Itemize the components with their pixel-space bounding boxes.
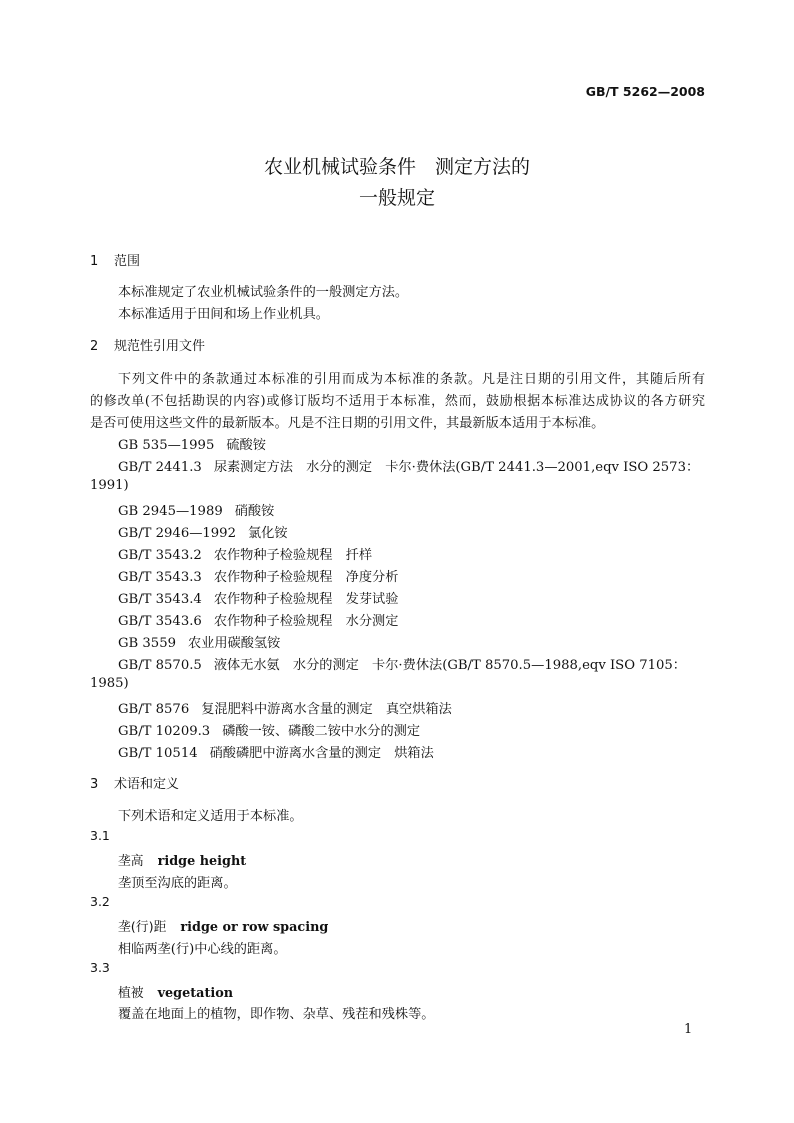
section-2-intro-line-3: 是否可使用这些文件的最新版本。凡是不注日期的引用文件，其最新版本适用于本标准。: [90, 416, 605, 431]
section-1-title: 范围: [114, 254, 141, 269]
term-en: ridge or row spacing: [180, 920, 329, 935]
reference-code: GB/T 3543.4: [118, 592, 202, 607]
reference-code: GB/T 3543.3: [118, 570, 202, 585]
reference-title: 硝酸磷肥中游离水含量的测定 烘箱法: [209, 746, 434, 761]
reference-code: GB 2945—1989: [118, 504, 223, 519]
term-3-2: [118, 916, 328, 935]
section-2-intro-line-1-text: 下列文件中的条款通过本标准的引用而成为本标准的条款。凡是注日期的引用文件，其随后所有: [118, 372, 705, 387]
section-1-paragraph-2: 本标准适用于田间和场上作业机具。: [118, 307, 329, 322]
reference-gb535: [118, 434, 266, 453]
reference-gbt2946: [118, 522, 288, 541]
term-3-2-definition: 相临两垄(行)中心线的距离。: [118, 942, 287, 957]
reference-title: 硫酸铵: [226, 438, 266, 453]
term-3-1-definition: 垄顶至沟底的距离。: [118, 876, 237, 891]
standard-number: GB/T 5262—2008: [585, 84, 705, 99]
section-3-intro: 下列术语和定义适用于本标准。: [118, 809, 303, 824]
reference-gbt10209-3: [118, 720, 420, 739]
reference-gbt3543-2: [118, 544, 372, 563]
section-2-intro-line-1: [118, 368, 705, 387]
reference-title: 农作物种子检验规程 水分测定: [213, 614, 399, 629]
reference-gbt2441-3: [118, 456, 699, 475]
reference-title: 农作物种子检验规程 扦样: [213, 548, 373, 563]
reference-title: 尿素测定方法 水分的测定 卡尔·费休法(GB/T 2441.3—2001,eqv ISO 2573：: [213, 460, 700, 475]
section-1-number: 1: [90, 254, 99, 269]
reference-code: GB/T 3543.6: [118, 614, 202, 629]
reference-code: GB 3559: [118, 636, 176, 651]
reference-code: GB/T 8576: [118, 702, 190, 717]
section-1-paragraph-1: 本标准规定了农业机械试验条件的一般测定方法。: [118, 285, 409, 300]
reference-code: GB/T 2946—1992: [118, 526, 236, 541]
reference-title: 农作物种子检验规程 发芽试验: [213, 592, 399, 607]
section-2-intro-line-2: [90, 390, 705, 409]
term-3-3-definition: 覆盖在地面上的植物，即作物、杂草、残茬和残株等。: [118, 1007, 435, 1022]
reference-gbt10514: [118, 742, 434, 761]
section-3-number: 3: [90, 777, 99, 792]
reference-gbt8576: [118, 698, 452, 717]
clause-3-3-number: 3.3: [90, 960, 110, 975]
reference-code: GB 535—1995: [118, 438, 215, 453]
reference-gbt3543-3: [118, 566, 398, 585]
section-1-heading: [90, 250, 140, 269]
term-zh: 垄(行)距: [118, 920, 167, 935]
document-title-line-1: 农业机械试验条件 测定方法的: [263, 156, 530, 178]
reference-gbt3543-6: [118, 610, 398, 629]
term-3-1: [118, 850, 246, 869]
section-3-title: 术语和定义: [114, 777, 180, 792]
reference-code: GB/T 2441.3: [118, 460, 202, 475]
reference-title: 氯化铵: [247, 526, 288, 541]
reference-title: 液体无水氨 水分的测定 卡尔·费休法(GB/T 8570.5—1988,eqv ISO 7105：: [213, 658, 686, 673]
section-2-heading: [90, 335, 205, 354]
reference-gbt3543-4: [118, 588, 398, 607]
term-zh: 垄高: [118, 854, 144, 869]
section-3-heading: [90, 773, 179, 792]
term-zh: 植被: [118, 986, 144, 1001]
reference-title: 农业用碳酸氢铵: [187, 636, 281, 651]
term-en: ridge height: [157, 854, 247, 869]
reference-title: 磷酸一铵、磷酸二铵中水分的测定: [222, 724, 421, 739]
page-number: 1: [684, 1022, 693, 1037]
reference-title: 农作物种子检验规程 净度分析: [213, 570, 399, 585]
reference-title: 复混肥料中游离水含量的测定 真空烘箱法: [201, 702, 452, 717]
section-2-number: 2: [90, 339, 99, 354]
reference-gbt2441-3-continuation: 1991): [90, 478, 129, 493]
reference-gbt8570-5: [118, 654, 686, 673]
section-2-title: 规范性引用文件: [114, 339, 206, 354]
reference-code: GB/T 10514: [118, 746, 198, 761]
reference-code: GB/T 3543.2: [118, 548, 202, 563]
reference-gbt8570-5-continuation: 1985): [90, 676, 129, 691]
clause-3-2-number: 3.2: [90, 894, 110, 909]
reference-gb2945: [118, 500, 274, 519]
reference-gb3559: [118, 632, 280, 651]
section-2-intro-line-2-text: 的修改单(不包括勘误的内容)或修订版均不适用于本标准，然而，鼓励根据本标准达成协议的各方研究: [90, 394, 705, 409]
clause-3-1-number: 3.1: [90, 828, 110, 843]
term-3-3: [118, 982, 233, 1001]
reference-code: GB/T 10209.3: [118, 724, 211, 739]
term-en: vegetation: [157, 986, 234, 1001]
document-title-line-2: 一般规定: [358, 187, 435, 209]
reference-title: 硝酸铵: [234, 504, 275, 519]
reference-code: GB/T 8570.5: [118, 658, 202, 673]
